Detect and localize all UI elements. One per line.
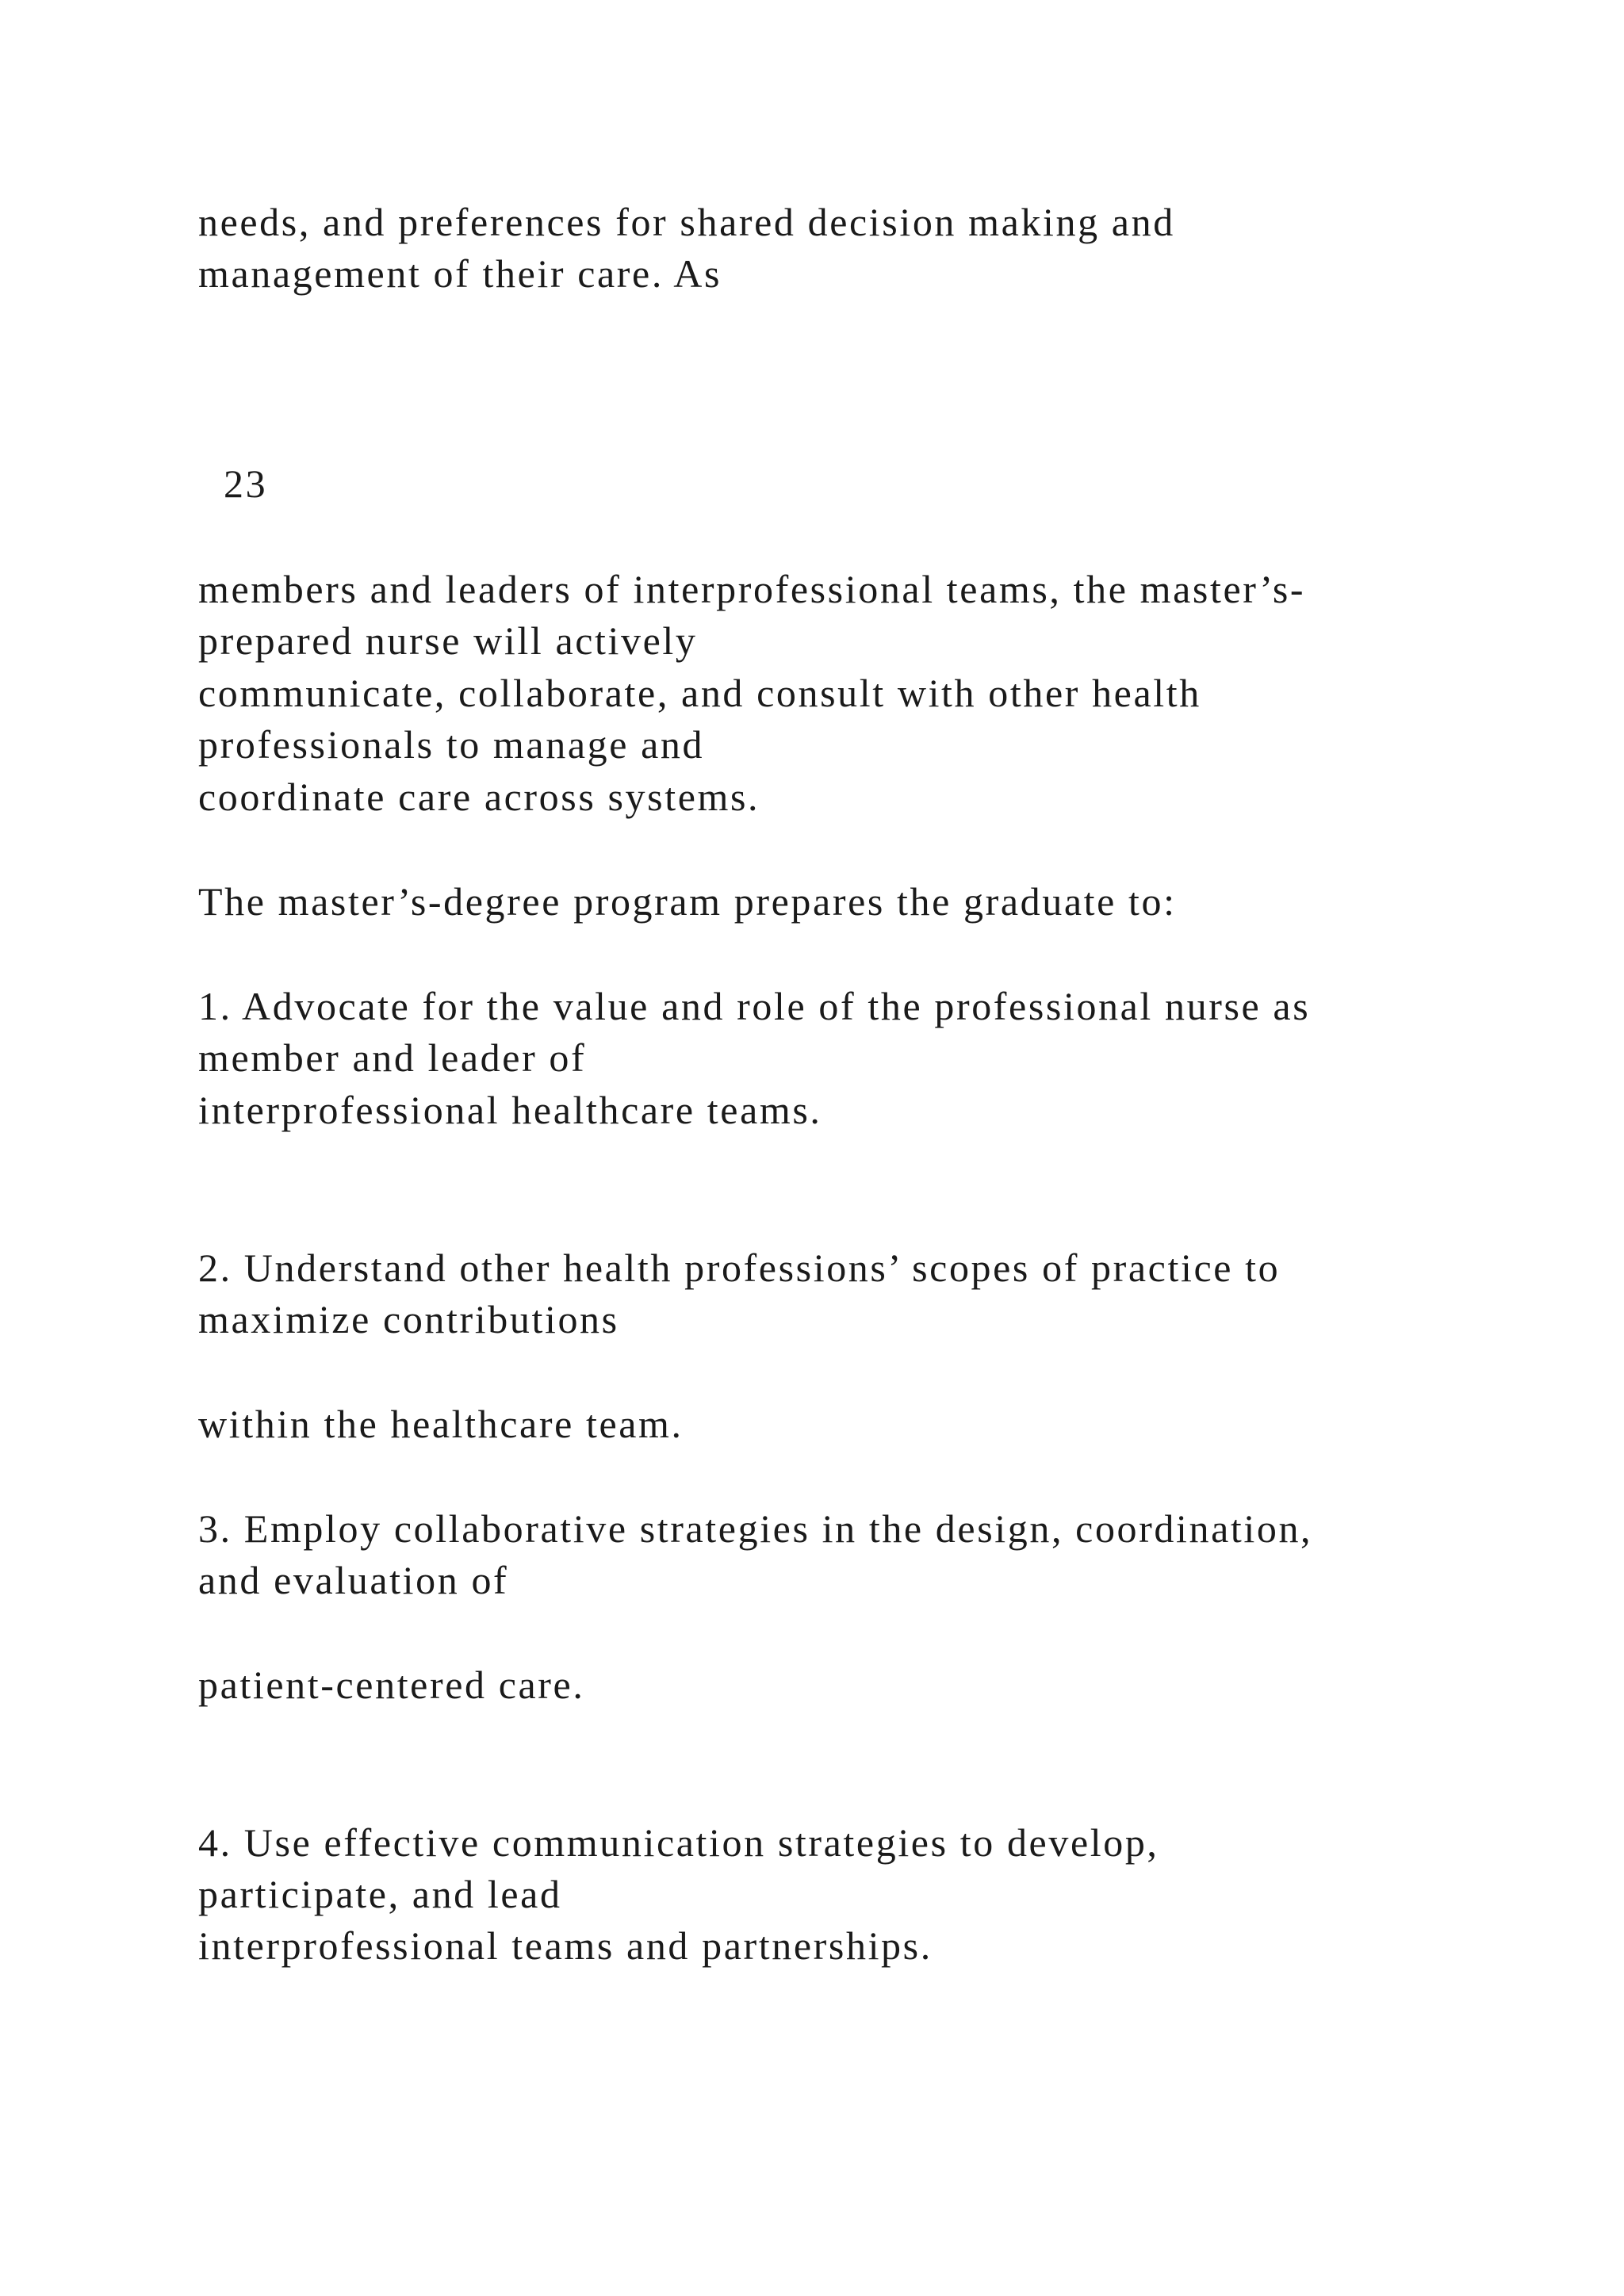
paragraph-line: members and leaders of interprofessional teams, the master’s- xyxy=(198,567,1306,611)
list-item-4-line: interprofessional teams and partnerships. xyxy=(198,1923,933,1968)
paragraph-line: communicate, collaborate, and consult with other health xyxy=(198,671,1201,715)
list-item-1-line: interprofessional healthcare teams. xyxy=(198,1088,822,1132)
list-item-1-line: member and leader of xyxy=(198,1035,587,1080)
paragraph-line: prepared nurse will actively xyxy=(198,618,698,663)
intro-line: management of their care. As xyxy=(198,251,722,296)
program-intro: The master’s-degree program prepares the graduate to: xyxy=(198,879,1177,924)
list-item-4-line: 4. Use effective communication strategies to develop, xyxy=(198,1820,1159,1865)
intro-line: needs, and preferences for shared decision making and xyxy=(198,200,1175,244)
list-item-2-line: maximize contributions xyxy=(198,1297,619,1341)
list-item-2-line: 2. Understand other health professions’ scopes of practice to xyxy=(198,1246,1281,1290)
list-item-3-line: 3. Employ collaborative strategies in the design, coordination, xyxy=(198,1506,1313,1551)
list-item-3-line: and evaluation of xyxy=(198,1558,509,1602)
paragraph-line: professionals to manage and xyxy=(198,722,705,767)
list-item-4-line: participate, and lead xyxy=(198,1872,562,1916)
paragraph-line: coordinate care across systems. xyxy=(198,775,760,819)
page-number: 23 xyxy=(224,461,268,506)
list-item-1-line: 1. Advocate for the value and role of the professional nurse as xyxy=(198,984,1311,1028)
list-item-2-line: within the healthcare team. xyxy=(198,1402,684,1446)
list-item-3-line: patient-centered care. xyxy=(198,1663,585,1707)
